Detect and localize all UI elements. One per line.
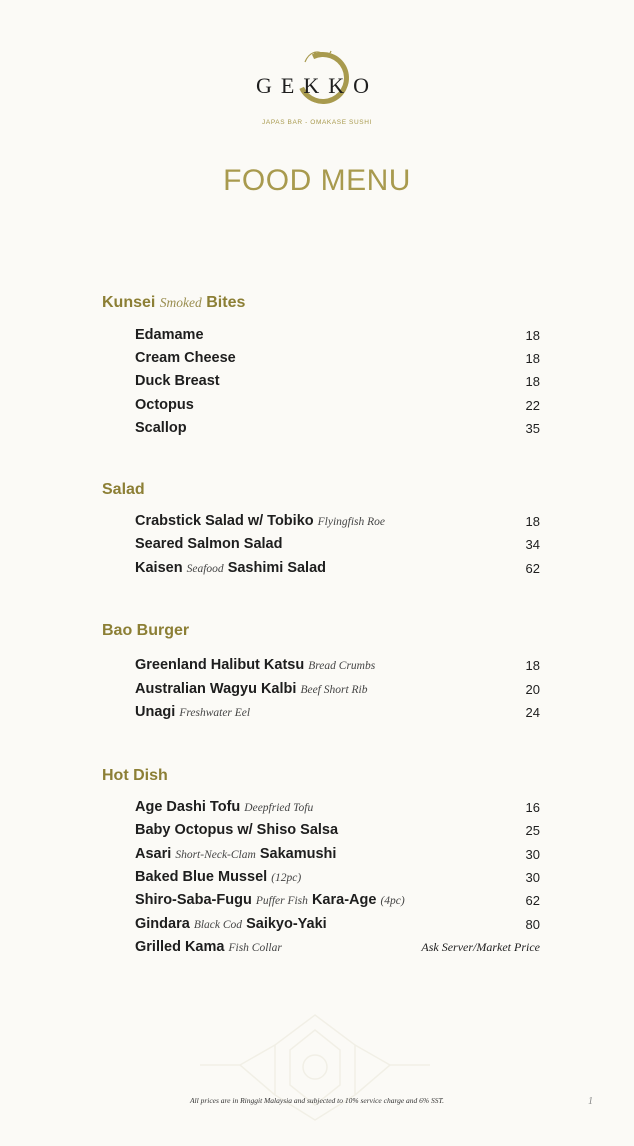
- item-name: Shiro-Saba-Fugu Puffer Fish Kara-Age (4pc): [135, 892, 405, 908]
- item-name: Edamame: [135, 327, 204, 343]
- item-name: Crabstick Salad w/ Tobiko Flyingfish Roe: [135, 513, 386, 529]
- menu-item: [0, 657, 634, 679]
- item-price: 35: [525, 421, 540, 436]
- item-price: 18: [525, 514, 540, 529]
- item-price: 30: [525, 847, 540, 862]
- ornament-watermark-icon: [180, 1005, 450, 1125]
- menu-item: [0, 704, 634, 726]
- menu-item: [0, 846, 634, 868]
- brand-name: GEKKO: [256, 73, 378, 98]
- item-name: Unagi Freshwater Eel: [135, 704, 251, 720]
- menu-item: [0, 822, 634, 844]
- item-price: 25: [525, 823, 540, 838]
- item-price: 30: [525, 870, 540, 885]
- page-number: 1: [588, 1096, 593, 1107]
- item-price: 18: [525, 328, 540, 343]
- item-price: 18: [525, 658, 540, 673]
- menu-item: [0, 560, 634, 582]
- menu-item: [0, 350, 634, 372]
- menu-item: [0, 892, 634, 914]
- section-heading: Kunsei Smoked Bites: [102, 294, 246, 311]
- menu-item: [0, 420, 634, 442]
- item-price: 22: [525, 398, 540, 413]
- item-name: Seared Salmon Salad: [135, 536, 283, 552]
- item-price: 18: [525, 374, 540, 389]
- item-price: 16: [525, 800, 540, 815]
- item-name: Cream Cheese: [135, 350, 236, 366]
- item-price: 18: [525, 351, 540, 366]
- section-heading: Salad: [102, 481, 145, 498]
- menu-item: [0, 799, 634, 821]
- item-name: Australian Wagyu Kalbi Beef Short Rib: [135, 681, 368, 697]
- page-title: FOOD MENU: [223, 164, 411, 197]
- item-price: Ask Server/Market Price: [421, 940, 540, 954]
- menu-item: [0, 397, 634, 419]
- item-name: Greenland Halibut Katsu Bread Crumbs: [135, 657, 376, 673]
- section-heading: Hot Dish: [102, 767, 168, 784]
- menu-item: [0, 869, 634, 891]
- footer-note: All prices are in Ringgit Malaysia and subjected to 10% service charge and 6% SST.: [189, 1096, 445, 1105]
- item-name: Scallop: [135, 420, 187, 436]
- item-name: Baby Octopus w/ Shiso Salsa: [135, 822, 339, 838]
- brand-tagline: JAPAS BAR - OMAKASE SUSHI: [262, 119, 372, 126]
- menu-item: [0, 373, 634, 395]
- item-price: 62: [525, 893, 540, 908]
- item-name: Gindara Black Cod Saikyo-Yaki: [135, 916, 327, 932]
- item-price: 20: [525, 682, 540, 697]
- menu-item: [0, 327, 634, 349]
- item-price: 80: [525, 917, 540, 932]
- item-name: Age Dashi Tofu Deepfried Tofu: [135, 799, 314, 815]
- item-price: 62: [525, 561, 540, 576]
- item-name: Grilled Kama Fish Collar: [135, 939, 282, 955]
- logo: [0, 40, 634, 140]
- item-name: Asari Short-Neck-Clam Sakamushi: [135, 846, 337, 862]
- menu-item: [0, 681, 634, 703]
- item-name: Baked Blue Mussel (12pc): [135, 869, 302, 885]
- menu-item: [0, 916, 634, 938]
- swirl-icon: [303, 48, 333, 64]
- section-heading: Bao Burger: [102, 622, 190, 639]
- item-price: 34: [525, 537, 540, 552]
- menu-item: [0, 513, 634, 535]
- menu-item: [0, 536, 634, 558]
- item-price: 24: [525, 705, 540, 720]
- item-name: Kaisen Seafood Sashimi Salad: [135, 560, 327, 576]
- item-name: Octopus: [135, 397, 194, 413]
- item-name: Duck Breast: [135, 373, 220, 389]
- menu-item: [0, 939, 634, 961]
